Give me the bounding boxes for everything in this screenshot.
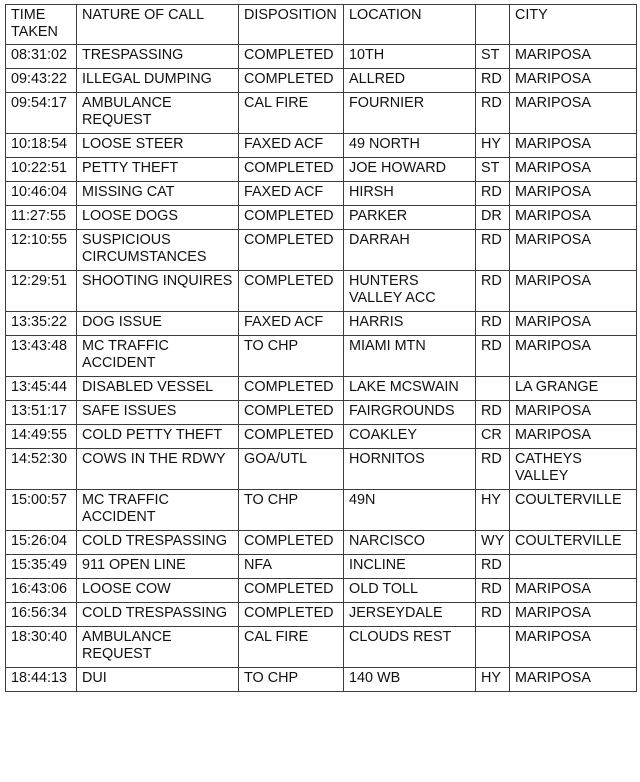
time-taken-cell: 12:10:55 xyxy=(6,230,77,271)
table-row xyxy=(6,93,637,134)
location-cell: MIAMI MTN xyxy=(344,336,476,377)
disposition-cell: COMPLETED xyxy=(239,45,344,69)
nature-of-call-cell: LOOSE STEER xyxy=(77,134,239,158)
nature-of-call-cell: SUSPICIOUS CIRCUMSTANCES xyxy=(77,230,239,271)
street-suffix-cell: RD xyxy=(476,449,510,490)
time-taken-cell: 18:44:13 xyxy=(6,668,77,692)
street-suffix-cell: RD xyxy=(476,93,510,134)
time-taken-cell: 14:49:55 xyxy=(6,425,77,449)
nature-of-call-cell: ILLEGAL DUMPING xyxy=(77,69,239,93)
street-suffix-cell: RD xyxy=(476,555,510,579)
disposition-cell: COMPLETED xyxy=(239,377,344,401)
table-header xyxy=(6,5,637,45)
street-suffix-cell: RD xyxy=(476,69,510,93)
city-cell: MARIPOSA xyxy=(510,93,637,134)
city-cell: COULTERVILLE xyxy=(510,490,637,531)
street-suffix-cell xyxy=(476,377,510,401)
table-row xyxy=(6,579,637,603)
city-cell: MARIPOSA xyxy=(510,182,637,206)
table-row xyxy=(6,206,637,230)
disposition-cell: CAL FIRE xyxy=(239,627,344,668)
table-row xyxy=(6,158,637,182)
disposition-cell: COMPLETED xyxy=(239,271,344,312)
location-cell: CLOUDS REST xyxy=(344,627,476,668)
city-cell: MARIPOSA xyxy=(510,69,637,93)
nature-of-call-cell: LOOSE DOGS xyxy=(77,206,239,230)
time-taken-cell: 12:29:51 xyxy=(6,271,77,312)
nature-of-call-cell: COLD TRESPASSING xyxy=(77,603,239,627)
header-row xyxy=(6,5,637,45)
location-cell: ALLRED xyxy=(344,69,476,93)
location-cell: HIRSH xyxy=(344,182,476,206)
table-row xyxy=(6,377,637,401)
nature-of-call-cell: MC TRAFFIC ACCIDENT xyxy=(77,490,239,531)
location-cell: LAKE MCSWAIN xyxy=(344,377,476,401)
location-cell: HARRIS xyxy=(344,312,476,336)
location-cell: HORNITOS xyxy=(344,449,476,490)
street-suffix-cell: HY xyxy=(476,134,510,158)
disposition-cell: FAXED ACF xyxy=(239,182,344,206)
nature-of-call-cell: DUI xyxy=(77,668,239,692)
city-cell: MARIPOSA xyxy=(510,603,637,627)
time-taken-cell: 09:54:17 xyxy=(6,93,77,134)
street-suffix-cell: WY xyxy=(476,531,510,555)
nature-of-call-cell: LOOSE COW xyxy=(77,579,239,603)
time-taken-cell: 15:00:57 xyxy=(6,490,77,531)
table-row xyxy=(6,45,637,69)
city-cell: MARIPOSA xyxy=(510,134,637,158)
disposition-cell: COMPLETED xyxy=(239,401,344,425)
city-cell: MARIPOSA xyxy=(510,627,637,668)
time-taken-cell: 13:43:48 xyxy=(6,336,77,377)
disposition-cell: TO CHP xyxy=(239,336,344,377)
street-suffix-cell: HY xyxy=(476,668,510,692)
time-taken-cell: 15:35:49 xyxy=(6,555,77,579)
disposition-cell: TO CHP xyxy=(239,490,344,531)
street-suffix-cell: DR xyxy=(476,206,510,230)
nature-of-call-cell: SHOOTING INQUIRES xyxy=(77,271,239,312)
time-taken-cell: 09:43:22 xyxy=(6,69,77,93)
table-row xyxy=(6,531,637,555)
city-cell: MARIPOSA xyxy=(510,425,637,449)
city-cell: MARIPOSA xyxy=(510,312,637,336)
location-cell: 49N xyxy=(344,490,476,531)
street-suffix-cell: RD xyxy=(476,182,510,206)
location-cell: HUNTERS VALLEY ACC xyxy=(344,271,476,312)
disposition-cell: COMPLETED xyxy=(239,230,344,271)
table-row xyxy=(6,134,637,158)
disposition-cell: COMPLETED xyxy=(239,603,344,627)
location-cell: INCLINE xyxy=(344,555,476,579)
location-cell: FAIRGROUNDS xyxy=(344,401,476,425)
city-cell: MARIPOSA xyxy=(510,45,637,69)
city-cell: MARIPOSA xyxy=(510,230,637,271)
city-cell xyxy=(510,555,637,579)
city-cell: COULTERVILLE xyxy=(510,531,637,555)
nature-of-call-cell: COLD PETTY THEFT xyxy=(77,425,239,449)
nature-of-call-cell: MISSING CAT xyxy=(77,182,239,206)
street-suffix-cell: RD xyxy=(476,271,510,312)
time-taken-cell: 18:30:40 xyxy=(6,627,77,668)
disposition-cell: COMPLETED xyxy=(239,425,344,449)
location-cell: NARCISCO xyxy=(344,531,476,555)
header-location: LOCATION xyxy=(344,5,476,45)
table-row xyxy=(6,425,637,449)
location-cell: 49 NORTH xyxy=(344,134,476,158)
location-cell: OLD TOLL xyxy=(344,579,476,603)
street-suffix-cell: RD xyxy=(476,579,510,603)
time-taken-cell: 16:56:34 xyxy=(6,603,77,627)
disposition-cell: FAXED ACF xyxy=(239,312,344,336)
call-log-table xyxy=(5,4,637,692)
street-suffix-cell: ST xyxy=(476,45,510,69)
nature-of-call-cell: SAFE ISSUES xyxy=(77,401,239,425)
street-suffix-cell xyxy=(476,627,510,668)
table-row xyxy=(6,230,637,271)
disposition-cell: COMPLETED xyxy=(239,69,344,93)
header-nature-of-call: NATURE OF CALL xyxy=(77,5,239,45)
location-cell: FOURNIER xyxy=(344,93,476,134)
city-cell: MARIPOSA xyxy=(510,336,637,377)
location-cell: 10TH xyxy=(344,45,476,69)
disposition-cell: FAXED ACF xyxy=(239,134,344,158)
time-taken-cell: 10:46:04 xyxy=(6,182,77,206)
table-row xyxy=(6,490,637,531)
city-cell: MARIPOSA xyxy=(510,158,637,182)
disposition-cell: NFA xyxy=(239,555,344,579)
nature-of-call-cell: 911 OPEN LINE xyxy=(77,555,239,579)
location-cell: JOE HOWARD xyxy=(344,158,476,182)
time-taken-cell: 13:35:22 xyxy=(6,312,77,336)
city-cell: LA GRANGE xyxy=(510,377,637,401)
location-cell: DARRAH xyxy=(344,230,476,271)
street-suffix-cell: RD xyxy=(476,603,510,627)
location-cell: 140 WB xyxy=(344,668,476,692)
disposition-cell: COMPLETED xyxy=(239,158,344,182)
table-row xyxy=(6,401,637,425)
table-row xyxy=(6,449,637,490)
disposition-cell: CAL FIRE xyxy=(239,93,344,134)
table-row xyxy=(6,668,637,692)
time-taken-cell: 13:51:17 xyxy=(6,401,77,425)
nature-of-call-cell: COLD TRESPASSING xyxy=(77,531,239,555)
street-suffix-cell: RD xyxy=(476,312,510,336)
table-row xyxy=(6,312,637,336)
street-suffix-cell: HY xyxy=(476,490,510,531)
table-row xyxy=(6,182,637,206)
table-row xyxy=(6,603,637,627)
time-taken-cell: 11:27:55 xyxy=(6,206,77,230)
time-taken-cell: 14:52:30 xyxy=(6,449,77,490)
table-body xyxy=(6,45,637,692)
location-cell: JERSEYDALE xyxy=(344,603,476,627)
time-taken-cell: 10:18:54 xyxy=(6,134,77,158)
disposition-cell: COMPLETED xyxy=(239,579,344,603)
nature-of-call-cell: DOG ISSUE xyxy=(77,312,239,336)
nature-of-call-cell: MC TRAFFIC ACCIDENT xyxy=(77,336,239,377)
table-row xyxy=(6,336,637,377)
street-suffix-cell: RD xyxy=(476,336,510,377)
city-cell: MARIPOSA xyxy=(510,668,637,692)
location-cell: COAKLEY xyxy=(344,425,476,449)
nature-of-call-cell: AMBULANCE REQUEST xyxy=(77,627,239,668)
nature-of-call-cell: COWS IN THE RDWY xyxy=(77,449,239,490)
nature-of-call-cell: AMBULANCE REQUEST xyxy=(77,93,239,134)
time-taken-cell: 13:45:44 xyxy=(6,377,77,401)
city-cell: CATHEYS VALLEY xyxy=(510,449,637,490)
disposition-cell: GOA/UTL xyxy=(239,449,344,490)
disposition-cell: COMPLETED xyxy=(239,531,344,555)
header-street-suffix xyxy=(476,5,510,45)
street-suffix-cell: RD xyxy=(476,230,510,271)
table-row xyxy=(6,69,637,93)
header-time-taken: TIME TAKEN xyxy=(6,5,77,45)
street-suffix-cell: RD xyxy=(476,401,510,425)
street-suffix-cell: CR xyxy=(476,425,510,449)
time-taken-cell: 16:43:06 xyxy=(6,579,77,603)
disposition-cell: COMPLETED xyxy=(239,206,344,230)
time-taken-cell: 10:22:51 xyxy=(6,158,77,182)
table-row xyxy=(6,271,637,312)
city-cell: MARIPOSA xyxy=(510,579,637,603)
nature-of-call-cell: PETTY THEFT xyxy=(77,158,239,182)
street-suffix-cell: ST xyxy=(476,158,510,182)
nature-of-call-cell: TRESPASSING xyxy=(77,45,239,69)
header-disposition: DISPOSITION xyxy=(239,5,344,45)
time-taken-cell: 08:31:02 xyxy=(6,45,77,69)
city-cell: MARIPOSA xyxy=(510,271,637,312)
nature-of-call-cell: DISABLED VESSEL xyxy=(77,377,239,401)
table-row xyxy=(6,627,637,668)
disposition-cell: TO CHP xyxy=(239,668,344,692)
header-city: CITY xyxy=(510,5,637,45)
time-taken-cell: 15:26:04 xyxy=(6,531,77,555)
table-row xyxy=(6,555,637,579)
location-cell: PARKER xyxy=(344,206,476,230)
city-cell: MARIPOSA xyxy=(510,401,637,425)
city-cell: MARIPOSA xyxy=(510,206,637,230)
